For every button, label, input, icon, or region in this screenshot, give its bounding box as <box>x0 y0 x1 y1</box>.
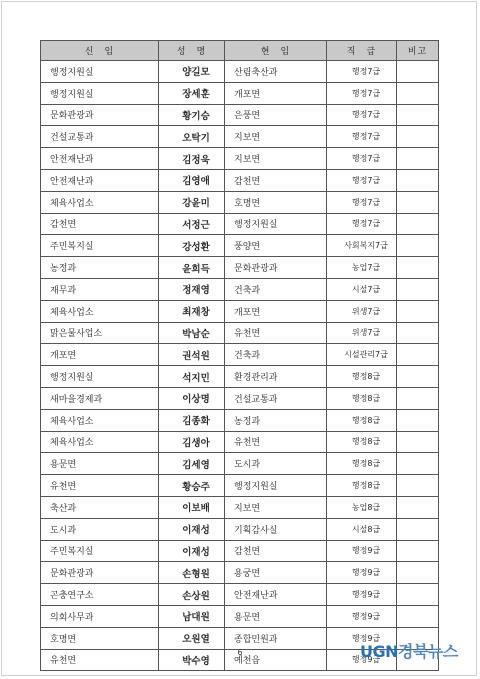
cell-grade: 행정7급 <box>327 61 397 83</box>
cell-new-post: 문화관광과 <box>41 562 159 584</box>
cell-new-post: 안전재난과 <box>41 169 159 191</box>
table-row <box>41 300 439 322</box>
table-body <box>41 61 439 671</box>
cell-note <box>397 562 439 584</box>
cell-grade: 농업7급 <box>327 257 397 279</box>
cell-new-post: 안전재난과 <box>41 148 159 170</box>
cell-note <box>397 213 439 235</box>
cell-name: 박수영 <box>159 649 225 671</box>
cell-new-post: 새마을경제과 <box>41 387 159 409</box>
cell-grade: 행정9급 <box>327 584 397 606</box>
cell-new-post: 행정지원실 <box>41 61 159 83</box>
header-name: 성 명 <box>159 41 225 61</box>
cell-current-post: 농정과 <box>225 409 327 431</box>
cell-current-post: 건설교통과 <box>225 387 327 409</box>
cell-name: 남대원 <box>159 605 225 627</box>
cell-grade: 시설7급 <box>327 278 397 300</box>
cell-note <box>397 126 439 148</box>
cell-current-post: 유천면 <box>225 322 327 344</box>
cell-note <box>397 82 439 104</box>
table-row <box>41 409 439 431</box>
cell-grade: 행정7급 <box>327 82 397 104</box>
table-row <box>41 148 439 170</box>
cell-current-post: 감천면 <box>225 540 327 562</box>
cell-note <box>397 475 439 497</box>
table-row <box>41 191 439 213</box>
cell-grade: 행정9급 <box>327 627 397 649</box>
cell-current-post: 개포면 <box>225 82 327 104</box>
cell-name: 석지민 <box>159 366 225 388</box>
cell-current-post: 예천읍 <box>225 649 327 671</box>
header-note: 비고 <box>397 41 439 61</box>
cell-current-post: 도시과 <box>225 453 327 475</box>
cell-name: 이재성 <box>159 518 225 540</box>
cell-name: 김정욱 <box>159 148 225 170</box>
cell-note <box>397 61 439 83</box>
cell-note <box>397 584 439 606</box>
table-row <box>41 169 439 191</box>
cell-name: 황기승 <box>159 104 225 126</box>
cell-new-post: 주민복지실 <box>41 540 159 562</box>
cell-current-post: 종합민원과 <box>225 627 327 649</box>
cell-current-post: 행정지원실 <box>225 475 327 497</box>
cell-note <box>397 235 439 257</box>
cell-note <box>397 496 439 518</box>
cell-new-post: 곤충연구소 <box>41 584 159 606</box>
table-row <box>41 584 439 606</box>
cell-new-post: 행정지원실 <box>41 82 159 104</box>
cell-note <box>397 169 439 191</box>
cell-grade: 행정7급 <box>327 148 397 170</box>
cell-new-post: 농정과 <box>41 257 159 279</box>
cell-grade: 행정8급 <box>327 409 397 431</box>
cell-new-post: 유천면 <box>41 649 159 671</box>
cell-current-post: 건축과 <box>225 344 327 366</box>
table-row <box>41 126 439 148</box>
cell-current-post: 은풍면 <box>225 104 327 126</box>
page-number: 6 <box>237 648 243 657</box>
table-row <box>41 540 439 562</box>
cell-note <box>397 387 439 409</box>
cell-note <box>397 278 439 300</box>
table-row <box>41 82 439 104</box>
cell-new-post: 체육사업소 <box>41 191 159 213</box>
cell-new-post: 축산과 <box>41 496 159 518</box>
cell-current-post: 행정지원실 <box>225 213 327 235</box>
cell-note <box>397 431 439 453</box>
personnel-table <box>40 40 439 671</box>
cell-note <box>397 453 439 475</box>
cell-current-post: 감천면 <box>225 169 327 191</box>
cell-new-post: 맑은물사업소 <box>41 322 159 344</box>
cell-grade: 농업8급 <box>327 496 397 518</box>
cell-name: 이상명 <box>159 387 225 409</box>
logo-part-news: 경북뉴스 <box>398 642 458 661</box>
cell-name: 김영애 <box>159 169 225 191</box>
table-row <box>41 475 439 497</box>
cell-name: 이재성 <box>159 540 225 562</box>
cell-name: 이보배 <box>159 496 225 518</box>
table-row <box>41 431 439 453</box>
cell-grade: 행정7급 <box>327 104 397 126</box>
table-row <box>41 387 439 409</box>
cell-grade: 행정7급 <box>327 126 397 148</box>
cell-grade: 행정8급 <box>327 366 397 388</box>
cell-note <box>397 191 439 213</box>
cell-name: 강성환 <box>159 235 225 257</box>
cell-grade: 사회복지7급 <box>327 235 397 257</box>
cell-grade: 행정7급 <box>327 191 397 213</box>
cell-note <box>397 148 439 170</box>
table-row <box>41 605 439 627</box>
ugn-logo <box>360 639 458 663</box>
cell-grade: 행정8급 <box>327 475 397 497</box>
table-row <box>41 322 439 344</box>
cell-grade: 행정9급 <box>327 540 397 562</box>
cell-name: 손상원 <box>159 584 225 606</box>
table-row <box>41 344 439 366</box>
cell-new-post: 주민복지실 <box>41 235 159 257</box>
cell-note <box>397 300 439 322</box>
cell-new-post: 체육사업소 <box>41 300 159 322</box>
table-row <box>41 562 439 584</box>
table-row <box>41 235 439 257</box>
cell-grade: 행정9급 <box>327 562 397 584</box>
cell-grade: 행정9급 <box>327 605 397 627</box>
cell-current-post: 안전재난과 <box>225 584 327 606</box>
cell-current-post: 용문면 <box>225 605 327 627</box>
cell-new-post: 유천면 <box>41 475 159 497</box>
header-new-post: 신 임 <box>41 41 159 61</box>
cell-current-post: 지보면 <box>225 126 327 148</box>
cell-new-post: 재무과 <box>41 278 159 300</box>
cell-grade: 행정7급 <box>327 169 397 191</box>
header-grade: 직 급 <box>327 41 397 61</box>
header-current-post: 현 임 <box>225 41 327 61</box>
cell-note <box>397 104 439 126</box>
cell-grade: 위생7급 <box>327 300 397 322</box>
table-row <box>41 453 439 475</box>
logo-part-u: U <box>360 642 373 661</box>
cell-name: 박남순 <box>159 322 225 344</box>
cell-current-post: 지보면 <box>225 148 327 170</box>
cell-name: 김생아 <box>159 431 225 453</box>
cell-new-post: 건설교통과 <box>41 126 159 148</box>
cell-current-post: 산림축산과 <box>225 61 327 83</box>
cell-name: 최재창 <box>159 300 225 322</box>
cell-new-post: 개포면 <box>41 344 159 366</box>
cell-grade: 행정8급 <box>327 387 397 409</box>
cell-grade: 행정9급 <box>327 649 397 671</box>
cell-new-post: 문화관광과 <box>41 104 159 126</box>
cell-name: 권석원 <box>159 344 225 366</box>
cell-current-post: 유천면 <box>225 431 327 453</box>
cell-new-post: 용문면 <box>41 453 159 475</box>
cell-current-post: 환경관리과 <box>225 366 327 388</box>
table-row <box>41 104 439 126</box>
cell-name: 강윤미 <box>159 191 225 213</box>
cell-name: 양길모 <box>159 61 225 83</box>
cell-grade: 시설8급 <box>327 518 397 540</box>
table-row <box>41 257 439 279</box>
cell-current-post: 풍양면 <box>225 235 327 257</box>
cell-grade: 시설관리7급 <box>327 344 397 366</box>
cell-current-post: 호명면 <box>225 191 327 213</box>
cell-name: 윤희득 <box>159 257 225 279</box>
cell-grade: 행정7급 <box>327 213 397 235</box>
cell-current-post: 개포면 <box>225 300 327 322</box>
cell-name: 손형원 <box>159 562 225 584</box>
table-row <box>41 61 439 83</box>
cell-name: 황승주 <box>159 475 225 497</box>
cell-name: 오원열 <box>159 627 225 649</box>
cell-name: 오탁기 <box>159 126 225 148</box>
cell-new-post: 감천면 <box>41 213 159 235</box>
logo-part-gn: GN <box>372 642 399 661</box>
cell-name: 정재영 <box>159 278 225 300</box>
cell-grade: 행정8급 <box>327 453 397 475</box>
cell-current-post: 지보면 <box>225 496 327 518</box>
cell-name: 김종화 <box>159 409 225 431</box>
table-row <box>41 213 439 235</box>
cell-name: 김세영 <box>159 453 225 475</box>
cell-note <box>397 518 439 540</box>
cell-note <box>397 366 439 388</box>
cell-grade: 위생7급 <box>327 322 397 344</box>
cell-note <box>397 322 439 344</box>
table-header-row <box>41 41 439 61</box>
cell-note <box>397 540 439 562</box>
cell-grade: 행정8급 <box>327 431 397 453</box>
cell-new-post: 호명면 <box>41 627 159 649</box>
cell-new-post: 의회사무과 <box>41 605 159 627</box>
cell-new-post: 체육사업소 <box>41 409 159 431</box>
cell-current-post: 기획감사실 <box>225 518 327 540</box>
cell-note <box>397 257 439 279</box>
cell-name: 서정근 <box>159 213 225 235</box>
cell-note <box>397 409 439 431</box>
table-row <box>41 278 439 300</box>
cell-new-post: 행정지원실 <box>41 366 159 388</box>
cell-new-post: 도시과 <box>41 518 159 540</box>
table-row <box>41 366 439 388</box>
cell-current-post: 문화관광과 <box>225 257 327 279</box>
cell-note <box>397 605 439 627</box>
table-row <box>41 518 439 540</box>
cell-note <box>397 344 439 366</box>
cell-current-post: 용궁면 <box>225 562 327 584</box>
cell-current-post: 건축과 <box>225 278 327 300</box>
cell-new-post: 체육사업소 <box>41 431 159 453</box>
cell-name: 장세훈 <box>159 82 225 104</box>
table-row <box>41 496 439 518</box>
